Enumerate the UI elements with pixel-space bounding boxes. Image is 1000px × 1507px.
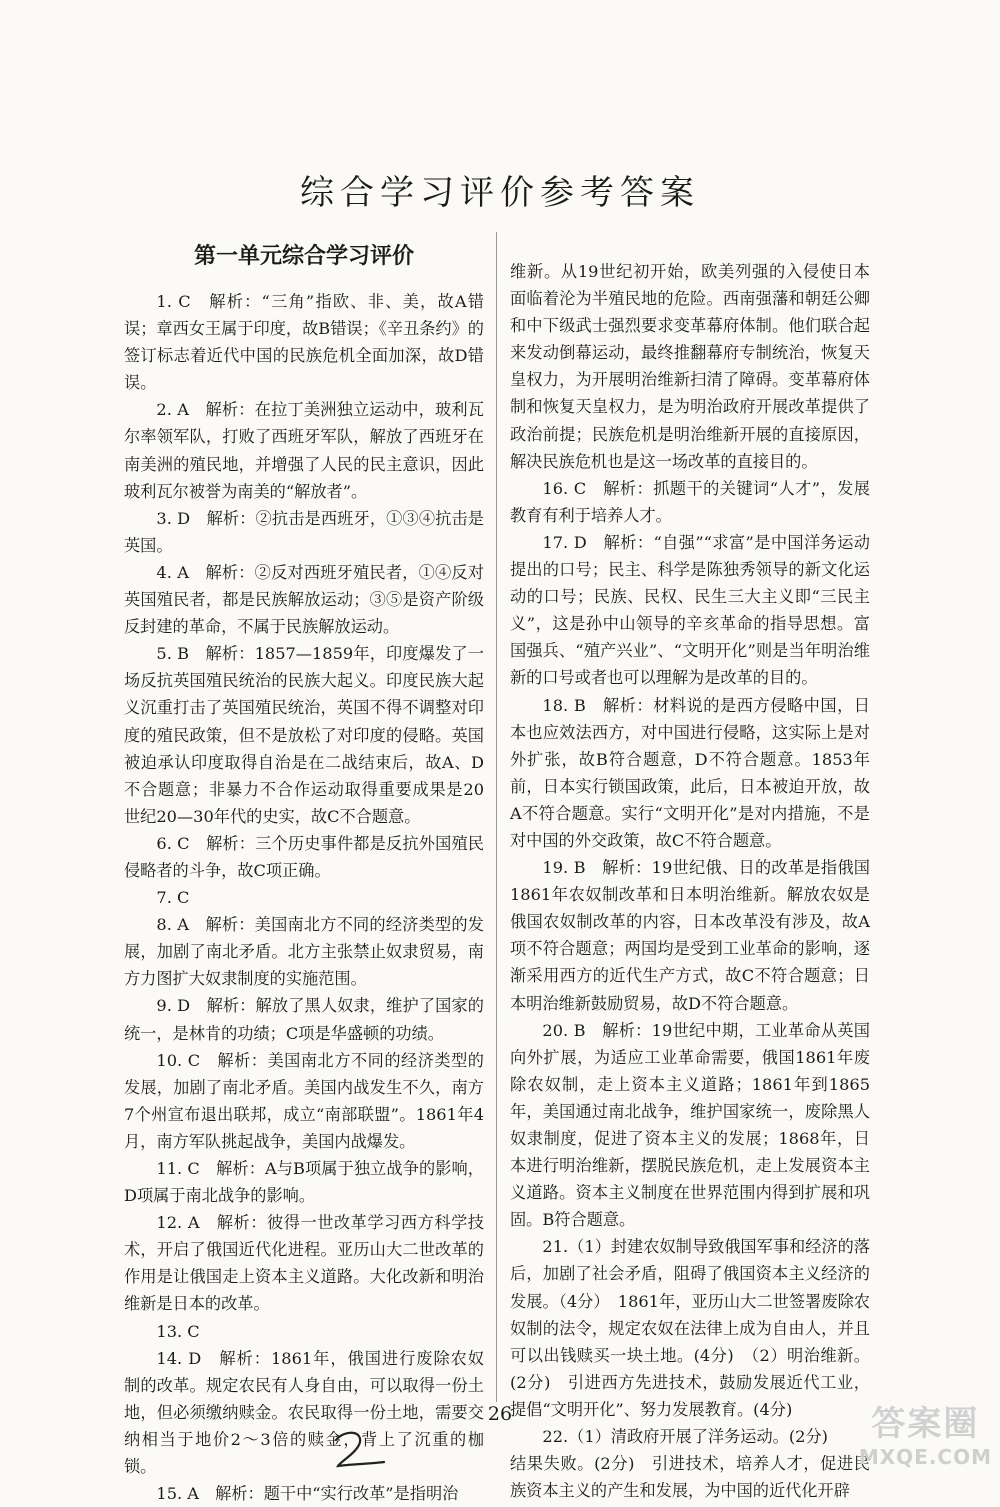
answer-item: 22.（1）清政府开展了洋务运动。(2分) — [542, 1427, 828, 1447]
answer-item: 12. A 解析：彼得一世改革学习西方科学技术，开启了俄国近代化进程。亚历山大二世改革的作用是让俄国走上资本主义道路。大化改新和明治维新是日本的改革。 — [124, 1213, 484, 1314]
handwritten-mark-icon — [330, 1428, 390, 1470]
answer-item: 6. C 解析：三个历史事件都是反抗外国殖民侵略者的斗争，故C项正确。 — [124, 833, 484, 880]
answer-item: 2. A 解析：在拉丁美洲独立运动中，玻利瓦尔率领军队，打败了西班牙军队，解放了西班牙在南美洲的殖民地，并增强了人民的民主意识，因此玻利瓦尔被誉为南美的“解放者”。 — [124, 400, 484, 501]
answer-item: 17. D 解析：“自强”“求富”是中国洋务运动提出的口号；民主、科学是陈独秀领导的新文化运动的口号；民族、民权、民生三大主义即“三民主义”，这是孙中山领导的辛亥革命的指导思想。富国强兵、“殖产兴业”、“文明开化”则是当年明治维新的口号或者也可以理解为是改革的目的。 — [510, 532, 870, 688]
answer-item: 11. C 解析：A与B项属于独立战争的影响，D项属于南北战争的影响。 — [124, 1159, 484, 1206]
page-number: 26 — [487, 1403, 513, 1425]
watermark-url: MXQE.COM — [858, 1445, 992, 1469]
answer-continuation: 维新。从19世纪初开始，欧美列强的入侵使日本面临着沦为半殖民地的危险。西南强藩和朝廷公卿和中下级武士强烈要求变革幕府体制。他们联合起来发动倒幕运动，最终推翻幕府专制统治，恢复天皇权力，为开展明治维新扫清了障碍。变革幕府体制和恢复天皇权力，是为明治政府开展改革提供了政治前提；民族危机是明治维新开展的直接原因，解决民族危机也是这一场改革的直接目的。 — [510, 262, 870, 471]
answer-item: 4. A 解析：②反对西班牙殖民者，①④反对英国殖民者，都是民族解放运动；③⑤是资产阶级反封建的革命，不属于民族解放运动。 — [124, 562, 484, 637]
page-title: 综合学习评价参考答案 — [300, 173, 700, 213]
section-title: 第一单元综合学习评价 — [193, 244, 414, 269]
answer-item: 1. C 解析：“三角”指欧、非、美，故A错误；章西女王属于印度，故B错误；《辛丑条约》的签订标志着近代中国的民族危机全面加深，故D错误。 — [124, 292, 484, 393]
column-divider — [496, 232, 497, 1402]
answer-item: 13. C — [156, 1321, 200, 1341]
answer-item: 21.（1）封建农奴制导致俄国军事和经济的落后，加剧了社会矛盾，阻碍了俄国资本主义经济的发展。（4分） 1861年，亚历山大二世签署废除农奴制的法令，规定农奴在法律上成为自由人，并且可以出钱赎买一块土地。(4分) （2）明治维新。(2分) 引进西方先进技术，鼓励发展近代工业，提倡“文明开化”、努力发展教育。(4分) — [510, 1237, 870, 1419]
answer-item: 3. D 解析：②抗击是西班牙，①③④抗击是英国。 — [124, 508, 484, 555]
left-column — [124, 240, 484, 1507]
right-column — [510, 258, 870, 1504]
answer-item: 7. C — [156, 888, 190, 908]
answer-item: 9. D 解析：解放了黑人奴隶，维护了国家的统一，是林肯的功绩；C项是华盛顿的功绩。 — [124, 996, 484, 1043]
answer-item: 10. C 解析：美国南北方不同的经济类型的发展，加剧了南北矛盾。美国内战发生不久，南方7个州宣布退出联邦，成立“南部联盟”。1861年4月，南方军队挑起战争，美国内战爆发。 — [124, 1050, 484, 1151]
answer-item: 20. B 解析：19世纪中期，工业革命从英国向外扩展，为适应工业革命需要，俄国1861年废除农奴制，走上资本主义道路；1861年到1865年，美国通过南北战争，维护国家统一，废除黑人奴隶制度，促进了资本主义的发展；1868年，日本进行明治维新，摆脱民族危机，走上发展资本主义道路。资本主义制度在世界范围内得到扩展和巩固。B符合题意。 — [510, 1020, 870, 1230]
answer-item: 8. A 解析：美国南北方不同的经济类型的发展，加剧了南北矛盾。北方主张禁止奴隶贸易，南方力图扩大奴隶制度的实施范围。 — [124, 915, 484, 989]
answer-item: 5. B 解析：1857—1859年，印度爆发了一场反抗英国殖民统治的民族大起义。印度民族大起义沉重打击了英国殖民统治，英国不得不调整对印度的殖民政策，但不是放松了对印度的侵略。英国被迫承认印度取得自治是在二战结束后，故A、D不合题意；非暴力不合作运动取得重要成果是20世纪20—30年代的史实，故C不合题意。 — [124, 644, 484, 826]
watermark — [859, 1396, 992, 1469]
answer-item: 16. C 解析：抓题干的关键词“人才”，发展教育有利于培养人才。 — [510, 478, 870, 525]
answer-continuation: 结果失败。(2分) 引进技术，培养人才，促进民族资本主义的产生和发展，为中国的近代化开辟 — [510, 1454, 870, 1501]
answer-item: 15. A 解析：题干中“实行改革”是指明治 — [156, 1484, 459, 1504]
answer-item: 18. B 解析：材料说的是西方侵略中国，日本也应效法西方，对中国进行侵略，这实际上是对外扩张，故B符合题意，D不符合题意。1853年前，日本实行锁国政策，此后，日本被迫开放，故A不符合题意。实行“文明开化”是对内措施，不是对中国的外交政策，故C不符合题意。 — [510, 695, 870, 850]
answer-item: 19. B 解析：19世纪俄、日的改革是指俄国1861年农奴制改革和日本明治维新。解放农奴是俄国农奴制改革的内容，日本改革没有涉及，故A项不符合题意；两国均是受到工业革命的影响，逐渐采用西方的近代生产方式，故C不符合题意；日本明治维新鼓励贸易，故D不符合题意。 — [510, 858, 870, 1013]
watermark-logo: 答案圈 — [871, 1404, 980, 1444]
answer-item: 14. D 解析：1861年，俄国进行废除农奴制的改革。规定农民有人身自由，可以取得一份土地，但必须缴纳赎金。农民取得一份土地，需要交纳相当于地价2～3倍的赎金，背上了沉重的枷锁。 — [124, 1348, 484, 1477]
